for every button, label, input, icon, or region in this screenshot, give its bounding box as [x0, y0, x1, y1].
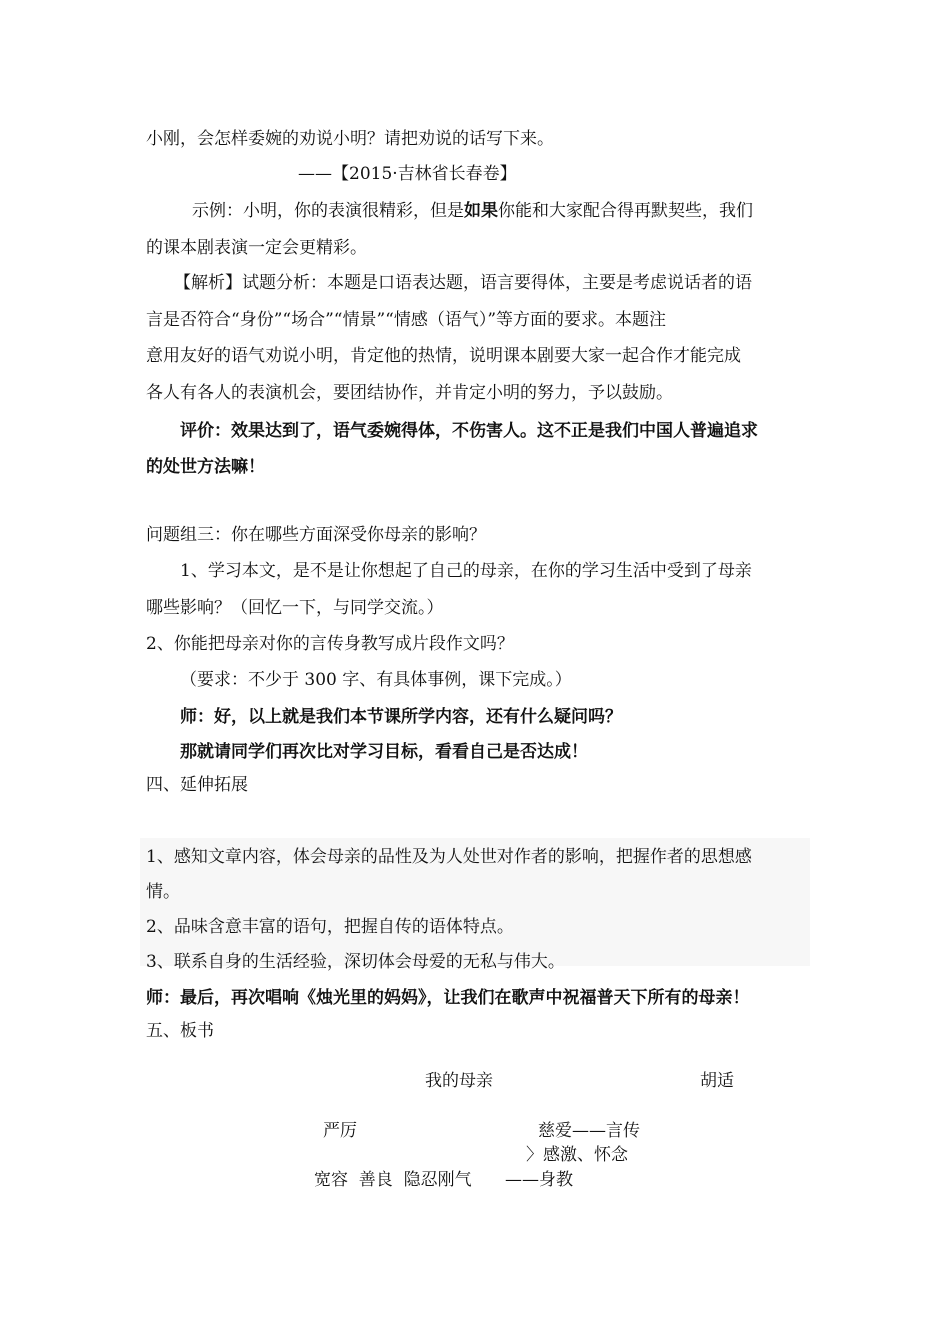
source-citation: ——【2015·吉林省长春卷】	[298, 164, 517, 184]
example-text: 示例：小明，你的表演很精彩，但是	[192, 201, 464, 221]
board-strict: 严厉	[323, 1121, 357, 1141]
goal-2: 2、品味含意丰富的语句，把握自传的语体特点。	[146, 917, 514, 937]
board-love: 慈爱——言传	[538, 1121, 640, 1141]
goal-1-line-2: 情。	[146, 882, 180, 902]
analysis-line-4: 各人有各人的表演机会，要团结协作，并肯定小明的努力，予以鼓励。	[146, 383, 673, 403]
group3-q2: 2、你能把母亲对你的言传身教写成片段作文吗？	[146, 634, 514, 654]
teacher-line-1: 师：好，以上就是我们本节课所学内容，还有什么疑问吗？	[180, 707, 622, 727]
analysis-line-3: 意用友好的语气劝说小明，肯定他的热情，说明课本剧要大家一起合作才能完成	[146, 346, 741, 366]
group3-requirement: （要求：不少于 300 字、有具体事例，课下完成。）	[180, 670, 572, 690]
teacher-line-2: 那就请同学们再次比对学习目标，看看自己是否达成！	[180, 742, 588, 762]
group3-q1-line-1: 1、学习本文，是不是让你想起了自己的母亲，在你的学习生活中受到了母亲	[180, 561, 752, 581]
paragraph-prompt: 小刚，会怎样委婉的劝说小明？请把劝说的话写下来。	[146, 129, 554, 149]
group3-title: 问题组三：你在哪些方面深受你母亲的影响？	[146, 525, 486, 545]
evaluation-line-2: 的处世方法嘛！	[146, 457, 265, 477]
goal-1-line-1: 1、感知文章内容，体会母亲的品性及为人处世对作者的影响，把握作者的思想感	[146, 847, 752, 867]
analysis-line-2: 言是否符合“身份”“场合”“情景”“情感（语气）”等方面的要求。本题注	[146, 310, 667, 330]
example-bold-word: 如果	[464, 201, 498, 221]
board-author: 胡适	[700, 1071, 734, 1091]
analysis-line-1: 【解析】试题分析：本题是口语表达题，语言要得体，主要是考虑说话者的语	[174, 273, 752, 293]
example-line-1	[192, 200, 753, 222]
evaluation-line-1: 评价：效果达到了，语气委婉得体，不伤害人。这不正是我们中国人普遍追求	[180, 421, 758, 441]
board-deeds: ——身教	[505, 1170, 573, 1190]
goal-3: 3、联系自身的生活经验，深切体会母爱的无私与伟大。	[146, 952, 565, 972]
example-text-cont: 你能和大家配合得再默契些，我们	[498, 201, 753, 221]
section-5-heading: 五、板书	[146, 1021, 214, 1041]
section-4-heading: 四、延伸拓展	[146, 775, 248, 795]
teacher-line-3: 师：最后，再次唱响《烛光里的妈妈》，让我们在歌声中祝福普天下所有的母亲！	[146, 988, 750, 1008]
group3-q1-line-2: 哪些影响？（回忆一下，与同学交流。）	[146, 598, 444, 618]
example-line-2: 的课本剧表演一定会更精彩。	[146, 238, 367, 258]
board-traits: 宽容 善良 隐忍刚气	[314, 1170, 472, 1190]
board-feeling: 〉感激、怀念	[526, 1145, 628, 1165]
board-title: 我的母亲	[425, 1071, 493, 1091]
